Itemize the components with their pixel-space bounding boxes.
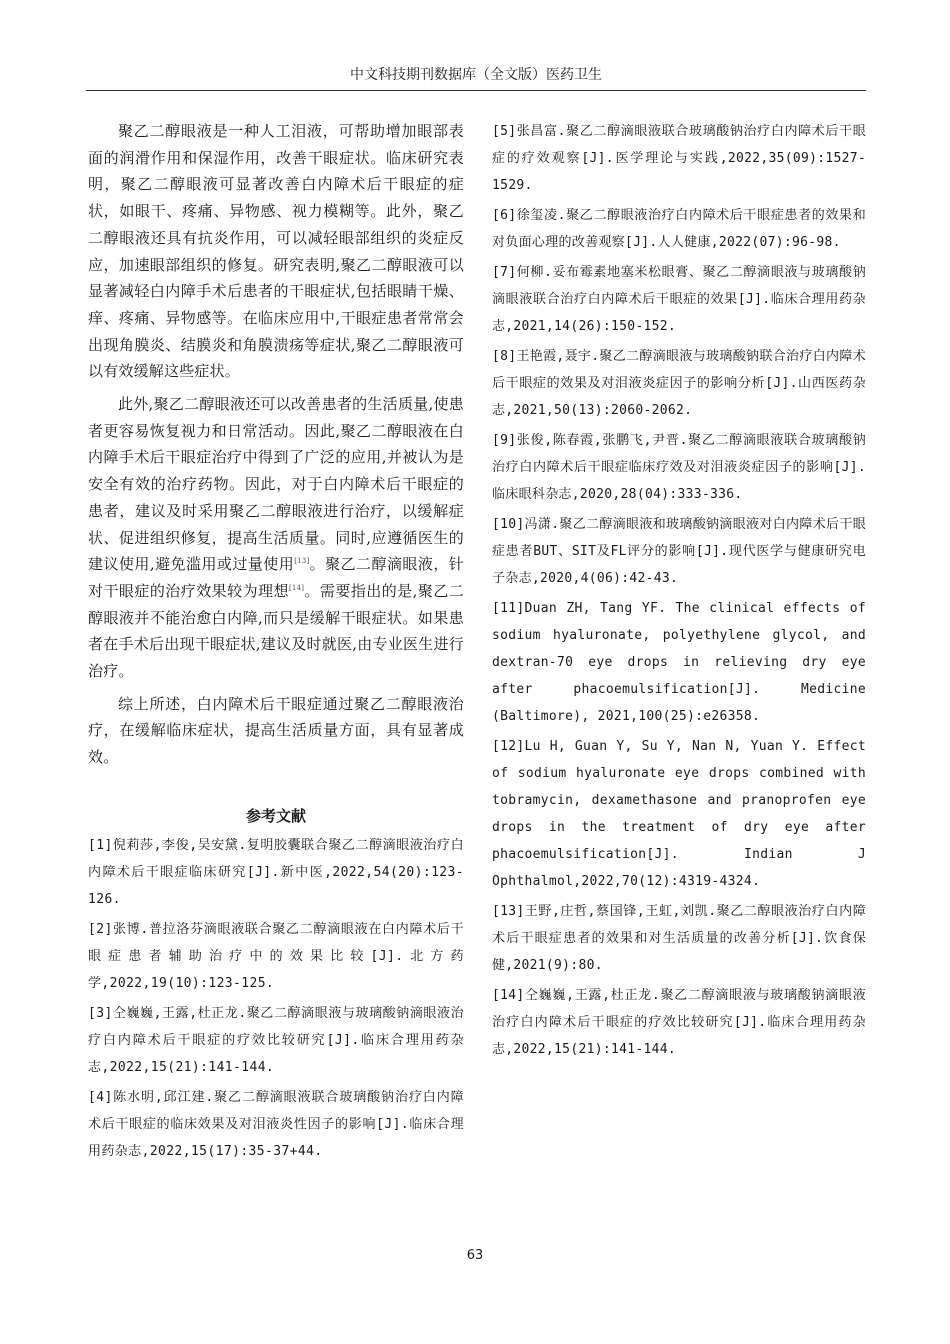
left-column [88,118,464,1168]
reference-item: [2]张博.普拉洛芬滴眼液联合聚乙二醇滴眼液在白内障术后干眼症患者辅助治疗中的效果比较[J].北方药学,2022,19(10):123-125. [88,921,464,991]
paragraph-2-text-c: 。需要指出的是,聚乙二醇眼液并不能治愈白内障,而只是缓解干眼症状。如果患者在手术后出现干眼症状,建议及时就医,由专业医生进行治疗。 [88,581,464,681]
reference-item: [4]陈水明,邱江建.聚乙二醇滴眼液联合玻璃酸钠治疗白内障术后干眼症的临床效果及对泪液炎性因子的影响[J].临床合理用药杂志,2022,15(17):35-37+44. [88,1089,464,1159]
reference-item: [6]徐玺凌.聚乙二醇眼液治疗白内障术后干眼症患者的效果和对负面心理的改善观察[J].人人健康,2022(07):96-98. [492,208,866,250]
reference-item: [7]何柳.妥布霉素地塞米松眼膏、聚乙二醇滴眼液与玻璃酸钠滴眼液联合治疗白内障术后干眼症的效果[J].临床合理用药杂志,2021,14(26):150-152. [492,265,866,334]
reference-item: [11]Duan ZH, Tang YF. The clinical effects of sodium hyaluronate, polyethylene glycol, and dextran-70 eye drops in relieving dry eye after phacoemulsification[J]. Medicine (Baltimore), 2021,100(25):e26358. [492,601,866,724]
reference-item: [10]冯潇.聚乙二醇滴眼液和玻璃酸钠滴眼液对白内障术后干眼症患者BUT、SIT及FL评分的影响[J].现代医学与健康研究电子杂志,2020,4(06):42-43. [492,517,866,586]
reference-item: [8]王艳霞,聂宇.聚乙二醇滴眼液与玻璃酸钠联合治疗白内障术后干眼症的效果及对泪液炎症因子的影响分析[J].山西医药杂志,2021,50(13):2060-2062. [492,349,866,418]
references-heading: 参考文献 [245,806,306,825]
reference-item: [13]王野,庄哲,蔡国锋,王虹,刘凯.聚乙二醇眼液治疗白内障术后干眼症患者的效果和对生活质量的改善分析[J].饮食保健,2021(9):80. [492,904,866,973]
citation-14: [14] [288,583,305,592]
reference-item: [12]Lu H, Guan Y, Su Y, Nan N, Yuan Y. Effect of sodium hyaluronate eye drops combined with tobramycin, dexamethasone and pranoprofen eye drops in the treatment of dry eye after phacoemulsification[J]. Indian J Ophthalmol,2022,70(12):4319-4324. [492,739,866,889]
page-number: 63 [466,1248,484,1263]
paragraph-2-text-a: 此外,聚乙二醇眼液还可以改善患者的生活质量,使患者更容易恢复视力和日常活动。因此,聚乙二醇眼液在白内障手术后干眼症治疗中得到了广泛的应用,并被认为是安全有效的治疗药物。因此，对于白内障术后干眼症的患者，建议及时采用聚乙二醇眼液进行治疗，以缓解症状、促进组织修复，提高生活质量。同时,应遵循医生的建议使用,避免滥用或过量使用 [88,395,464,574]
body-paragraph-3: 综上所述，白内障术后干眼症通过聚乙二醇眼液治疗，在缓解临床症状，提高生活质量方面，具有显著成效。 [88,694,464,767]
reference-item: [14]仝巍巍,王露,杜正龙.聚乙二醇滴眼液与玻璃酸钠滴眼液治疗白内障术后干眼症的疗效比较研究[J].临床合理用药杂志,2022,15(21):141-144. [492,988,866,1057]
reference-item: [5]张昌富.聚乙二醇滴眼液联合玻璃酸钠治疗白内障术后干眼症的疗效观察[J].医学理论与实践,2022,35(09):1527-1529. [492,124,866,193]
reference-item: [3]仝巍巍,王露,杜正龙.聚乙二醇滴眼液与玻璃酸钠滴眼液治疗白内障术后干眼症的疗效比较研究[J].临床合理用药杂志,2022,15(21):141-144. [88,1005,464,1075]
body-paragraph-1: 聚乙二醇眼液是一种人工泪液，可帮助增加眼部表面的润滑作用和保湿作用，改善干眼症状。临床研究表明，聚乙二醇眼液可显著改善白内障术后干眼症的症状，如眼干、疼痛、异物感、视力模糊等。此外，聚乙二醇眼液还具有抗炎作用，可以减轻眼部组织的炎症反应，加速眼部组织的修复。研究表明,聚乙二醇眼液可以显著减轻白内障手术后患者的干眼症状,包括眼睛干燥、痒、疼痛、异物感等。在临床应用中,干眼症患者常常会出现角膜炎、结膜炎和角膜溃疡等症状,聚乙二醇眼液可以有效缓解这些症状。 [88,122,464,381]
reference-item: [1]倪莉莎,李俊,吴安黛.复明胶囊联合聚乙二醇滴眼液治疗白内障术后干眼症临床研究[J].新中医,2022,54(20):123-126. [88,837,464,907]
citation-13: [13] [294,557,310,566]
reference-item: [9]张俊,陈春霞,张鹏飞,尹晋.聚乙二醇滴眼液联合玻璃酸钠治疗白内障术后干眼症临床疗效及对泪液炎症因子的影响[J].临床眼科杂志,2020,28(04):333-336. [492,433,866,502]
paragraph-2-text-b: 。聚乙二醇滴眼液，针对干眼症的治疗效果较为理想 [88,555,464,600]
body-paragraph-2 [88,391,464,685]
right-column [492,118,866,1066]
running-header: 中文科技期刊数据库（全文版）医药卫生 [86,64,866,91]
